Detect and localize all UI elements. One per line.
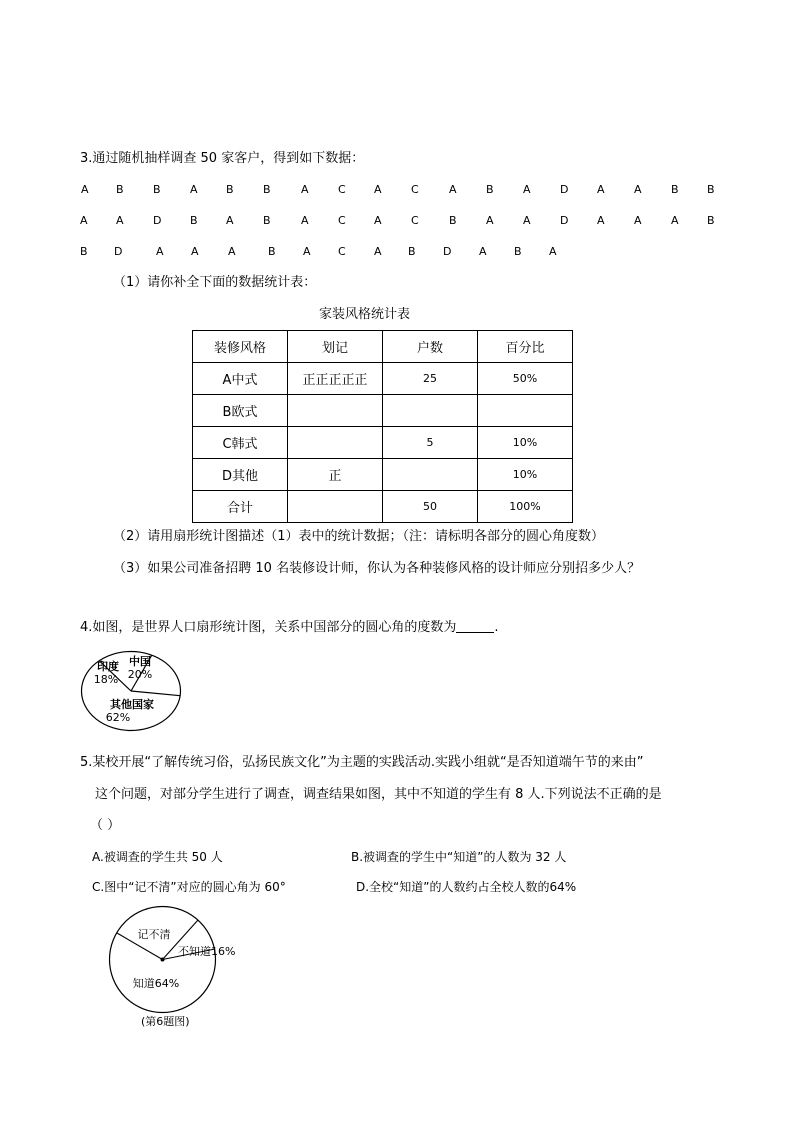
pie-label-other: 其他国家 <box>110 698 154 711</box>
table-cell: A中式 <box>193 363 288 395</box>
data-letter: A <box>374 183 382 196</box>
pie-pct-china: 20% <box>127 668 153 681</box>
table-row <box>193 395 573 427</box>
q5-option-b: B.被调查的学生中“知道”的人数为 32 人 <box>351 850 567 864</box>
q5-option-c: C.图中“记不清”对应的圆心角为 60° <box>92 880 286 894</box>
data-letter: B <box>116 183 124 196</box>
data-letter: A <box>523 214 531 227</box>
data-letter: A <box>303 245 311 258</box>
data-letter: A <box>156 245 164 258</box>
pie-pct-other: 62% <box>105 711 131 724</box>
table-row <box>193 459 573 491</box>
header-cell: 户数 <box>383 331 478 363</box>
q4-question <box>80 618 499 637</box>
data-letter: B <box>449 214 457 227</box>
table-cell: 50 <box>383 491 478 523</box>
table-cell: 正 <box>288 459 383 491</box>
data-letter: B <box>514 245 522 258</box>
data-letter: A <box>191 245 199 258</box>
table-row <box>193 427 573 459</box>
data-letter: C <box>411 214 419 227</box>
data-letter: C <box>338 245 346 258</box>
q3-part3: （3）如果公司准备招聘 10 名装修设计师，你认为各种装修风格的设计师应分别招多少人？ <box>113 561 641 576</box>
data-letter: D <box>443 245 452 258</box>
pie-label-known: 知道64% <box>132 977 180 990</box>
q4-period: . <box>494 620 499 635</box>
table-cell <box>288 395 383 427</box>
pie-label-india: 印度 <box>97 660 119 673</box>
world-population-pie <box>78 648 184 734</box>
data-letter: A <box>549 245 557 258</box>
data-letter: A <box>597 183 605 196</box>
q5-option-d: D.全校“知道”的人数约占全校人数的64% <box>356 880 577 894</box>
data-letter: B <box>263 214 271 227</box>
data-letter: B <box>268 245 276 258</box>
table-row <box>193 491 573 523</box>
data-letter: C <box>338 214 346 227</box>
data-letter: A <box>523 183 531 196</box>
q3-part1: （1）请你补全下面的数据统计表： <box>113 275 317 290</box>
header-cell: 划记 <box>288 331 383 363</box>
table-cell: B欧式 <box>193 395 288 427</box>
data-letter: C <box>411 183 419 196</box>
data-letter: B <box>671 183 679 196</box>
table-cell <box>383 459 478 491</box>
data-letter: A <box>190 183 198 196</box>
table-cell: 10% <box>478 427 573 459</box>
data-letter: A <box>301 214 309 227</box>
table-cell <box>288 491 383 523</box>
data-letter: B <box>707 183 715 196</box>
data-letter: B <box>408 245 416 258</box>
pie-label-unclear: 记不清 <box>137 928 171 941</box>
pie-pct-india: 18% <box>93 673 119 686</box>
q5-line2: 这个问题，对部分学生进行了调查，调查结果如图，其中不知道的学生有 8 人.下列说法不正确的是 <box>95 787 662 802</box>
q3-intro: 3.通过随机抽样调查 50 家客户，得到如下数据： <box>80 151 365 166</box>
data-letter: B <box>263 183 271 196</box>
data-letter: A <box>80 214 88 227</box>
table-row <box>193 363 573 395</box>
data-letter: B <box>190 214 198 227</box>
table-cell: 25 <box>383 363 478 395</box>
table-cell: D其他 <box>193 459 288 491</box>
data-letter: D <box>560 214 569 227</box>
data-letter: A <box>226 214 234 227</box>
data-letter: A <box>449 183 457 196</box>
table-cell <box>478 395 573 427</box>
table-title: 家装风格统计表 <box>319 307 411 322</box>
table-cell: C韩式 <box>193 427 288 459</box>
table-cell <box>288 427 383 459</box>
data-letter: A <box>634 214 642 227</box>
data-letter: A <box>374 214 382 227</box>
data-letter: B <box>80 245 88 258</box>
data-letter: A <box>301 183 309 196</box>
pie-label-unknown: 不知道16% <box>178 945 236 958</box>
table-cell: 10% <box>478 459 573 491</box>
q5-answer-paren: （ ） <box>90 818 121 833</box>
table-cell: 100% <box>478 491 573 523</box>
stat-table <box>192 330 573 523</box>
q4-text: 4.如图，是世界人口扇形统计图，关系中国部分的圆心角的度数为 <box>80 620 457 635</box>
data-letter: B <box>486 183 494 196</box>
table-header-row <box>193 331 573 363</box>
pie-label-china: 中国 <box>129 655 151 668</box>
header-cell: 百分比 <box>478 331 573 363</box>
table-cell: 50% <box>478 363 573 395</box>
data-letter: D <box>114 245 123 258</box>
data-letter: A <box>597 214 605 227</box>
table-cell: 合计 <box>193 491 288 523</box>
table-cell <box>383 395 478 427</box>
data-letter: A <box>671 214 679 227</box>
q5-option-a: A.被调查的学生共 50 人 <box>92 850 223 864</box>
data-letter: A <box>374 245 382 258</box>
q5-line1: 5.某校开展“了解传统习俗，弘扬民族文化”为主题的实践活动.实践小组就“是否知道端午节的来由” <box>80 755 644 770</box>
data-letter: C <box>338 183 346 196</box>
data-letter: A <box>479 245 487 258</box>
data-letter: D <box>560 183 569 196</box>
header-cell: 装修风格 <box>193 331 288 363</box>
data-letter: B <box>226 183 234 196</box>
data-letter: B <box>153 183 161 196</box>
q3-part2: （2）请用扇形统计图描述（1）表中的统计数据；（注：请标明各部分的圆心角度数） <box>113 529 605 544</box>
data-letter: A <box>486 214 494 227</box>
pie-center-dot <box>161 958 165 962</box>
data-letter: A <box>634 183 642 196</box>
data-letter: B <box>707 214 715 227</box>
table-cell: 正正正正正 <box>288 363 383 395</box>
answer-blank <box>456 618 494 633</box>
data-letter: A <box>116 214 124 227</box>
data-letter: A <box>81 183 89 196</box>
data-letter: A <box>228 245 236 258</box>
figure-caption: (第6题图) <box>141 1015 190 1028</box>
survey-pie <box>104 906 236 1016</box>
data-letter: D <box>153 214 162 227</box>
table-cell: 5 <box>383 427 478 459</box>
